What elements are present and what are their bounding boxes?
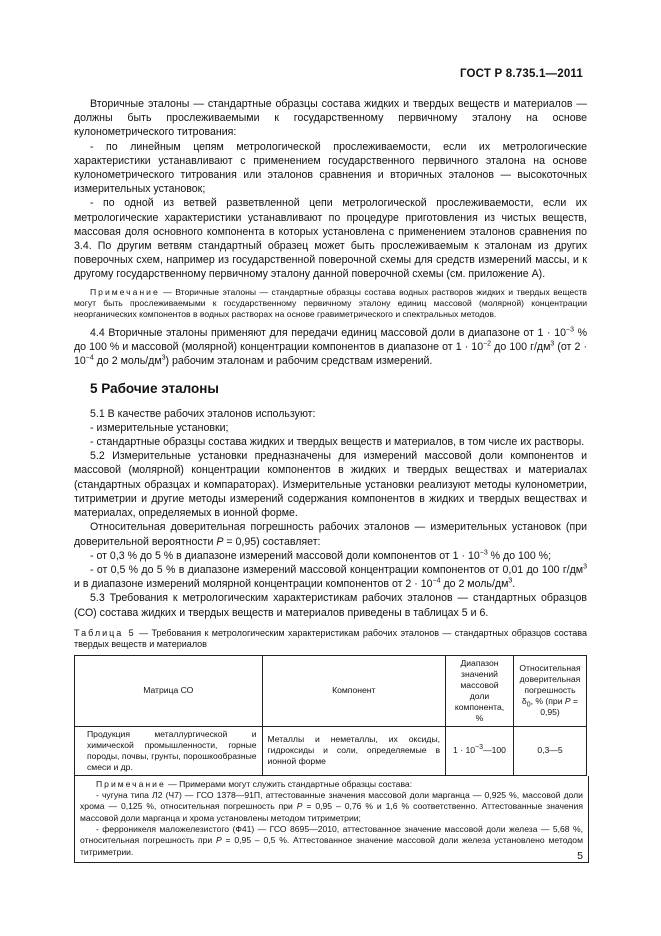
header-component: Компонент — [262, 655, 445, 726]
p44-part: до 100 г/дм — [491, 341, 551, 354]
header-error-part: Относительная доверительная погрешность δ — [519, 663, 581, 707]
table-note-intro — [80, 779, 583, 790]
note-label: Примечание — [90, 286, 160, 297]
paragraph-secondary-standards: Вторичные эталоны — стандартные образцы состава жидких и твердых веществ и материалов — должны быть прослеживаемыми к государственному первичному эталону на основе кулонометрического титрования: — [74, 98, 587, 139]
p44-part: ) рабочим эталонам и рабочим средствам измерений. — [165, 355, 433, 368]
header-error-part: , % (при — [530, 696, 565, 707]
bullet-measuring-installations: - измерительные установки; — [90, 421, 229, 434]
document-id: ГОСТ Р 8.735.1—2011 — [459, 68, 583, 80]
p44-exp: −3 — [565, 326, 574, 334]
note-secondary-standards — [74, 287, 587, 321]
table-caption-label: Таблица 5 — [74, 627, 136, 638]
paragraph-relative-error — [74, 520, 587, 548]
text-part: Относительная доверительная погрешность рабочих эталонов — измерительных установок (при доверительной вероятности — [74, 521, 587, 548]
note-part: = 0,95 – 0,5 %. Аттестованное значение массовой доли железа установлено методом титриметрии. — [80, 835, 583, 857]
bullet-mass-fraction-range — [74, 549, 587, 563]
exp: −4 — [432, 577, 441, 585]
text-part: и в диапазоне измерений молярной концентрации компонентов от 2 · 10 — [74, 578, 433, 591]
table-note — [74, 776, 589, 863]
section-title: 5 Рабочие эталоны — [90, 381, 219, 397]
variable-p: P — [216, 535, 224, 548]
text-part: = 0,95) составляет: — [223, 535, 321, 548]
header-error-var: P — [564, 696, 571, 707]
table-note-label: Примечание — [96, 778, 166, 789]
text-part: % до 100 %; — [487, 549, 552, 562]
bullet-reference-materials: - стандартные образцы состава жидких и твердых веществ и материалов, в том числе их растворы. — [90, 436, 585, 449]
table-5 — [74, 655, 587, 776]
header-error-part: = 0,95) — [540, 696, 579, 718]
paragraph-5-2: 5.2 Измерительные установки предназначены для измерений массовой доли компонентов и массовой (молярной) концентрации компонентов в жидких и твердых веществах и материалах (стандартных образцах и компараторах). Измерительные установки реализуют методы кулонометрии, титриметрии и другие методы измерений содержания компонентов в жидких и твердых веществах и материалах, определяемых в ионной форме. — [74, 450, 587, 520]
header-error — [513, 655, 586, 726]
table-caption — [74, 628, 587, 651]
p44-part: % до 100 % и массовой (молярной) концентрации компонентов в диапазоне от 1 · 10 — [74, 326, 587, 354]
table-note-item-1 — [80, 790, 583, 824]
header-matrix: Матрица СО — [75, 655, 263, 726]
range-part: 1 · 10 — [453, 745, 476, 756]
table-header-row — [75, 655, 587, 726]
table-note-item-2 — [80, 824, 583, 858]
text-part: - от 0,5 % до 5 % в диапазоне измерений массовой концентрации компонентов от 0,01 до 100 г/дм — [90, 563, 584, 576]
exp: −3 — [479, 549, 488, 557]
cell-matrix: Продукция металлургической и химической промышленности, горные породы, почвы, грунты, порошкообразные смеси и др. — [75, 726, 263, 775]
table-note-intro-text: — Примерами могут служить стандартные образцы состава: — [165, 778, 413, 789]
paragraph-5-3: 5.3 Требования к метрологическим характеристикам рабочих эталонов — стандартных образцов (СО) состава жидких и твердых веществ и материалов приведены в таблицах 5 и 6. — [74, 592, 587, 619]
cell-error: 0,3—5 — [513, 726, 586, 775]
range-exp: −3 — [475, 744, 483, 752]
body-text — [74, 97, 587, 863]
range-part: —100 — [483, 745, 506, 756]
page-number: 5 — [577, 850, 583, 862]
text-part: . — [512, 578, 516, 591]
bullet-linear-chains: - по линейным цепям метрологической прослеживаемости, если их метрологические характеристики устанавливают с применением государственного первичного эталона на основе кулонометрического титрования или эталонов сравнения и вторичных эталонов — высокоточных измерительных установок; — [74, 140, 587, 196]
bullet-branched-chain: - по одной из ветвей разветвленной цепи метрологической прослеживаемости, если их метрологические характеристики устанавливают по процедуре приготовления из чистых веществ, массовая доля основного компонента в которых установлена с применением эталонов сравнения по 3.4. По другим ветвям стандартный образец может быть прослеживаемым к эталонам из других поверочных схем, например из государственной поверочной схемы для средств измерений массы, и к другому государственному первичному эталону данной поверочной схемы (см. приложение А). — [74, 197, 587, 281]
bullet-concentration-range — [74, 563, 587, 591]
text-part: до 2 моль/дм — [440, 578, 509, 591]
exp: 3 — [508, 577, 513, 585]
cell-component: Металлы и неметаллы, их оксиды, гидроксиды и соли, определяемые в ионной форме — [262, 726, 445, 775]
note-var: P — [296, 801, 303, 812]
p44-part: 4.4 Вторичные эталоны применяют для передачи единиц массовой доли в диапазоне от 1 · 10 — [90, 326, 566, 339]
paragraph-4-4 — [74, 326, 587, 369]
table-caption-text: — Требования к метрологическим характеристикам рабочих эталонов — стандартных образцов состава твердых веществ и материалов — [74, 627, 587, 650]
note-part: - ферроникеля маложелезистого (Ф41) — ГСО 8695—2010, аттестованное значение массовой доли железа — 5,68 %, относительная погрешность при — [80, 823, 583, 846]
header-range: Диапазон значений массовой доли компонента, % — [446, 655, 514, 726]
p44-exp: −4 — [85, 354, 94, 362]
p44-part: до 2 моль/дм — [93, 355, 162, 368]
p44-part: (от 2 · 10 — [74, 341, 587, 368]
note-var: P — [216, 835, 222, 846]
text-part: - от 0,3 % до 5 % в диапазоне измерений массовой доли компонентов от 1 · 10 — [90, 549, 480, 562]
table-row — [75, 726, 587, 775]
p44-exp: 3 — [161, 354, 166, 362]
header-error-sub: 0 — [526, 701, 531, 709]
note-part: = 0,95 – 0,76 % и 1,6 % соответственно. Аттестованные значения массовой доли марганца и хрома установлены методом титриметрии; — [80, 801, 583, 823]
p44-exp: 3 — [550, 340, 555, 348]
p44-exp: −2 — [483, 340, 492, 348]
note-part: - чугуна типа Л2 (Ч7) — ГСО 1378—91П, аттестованные значения массовой доли марганца — 0,925 %, массовой доли хрома — 0,125 %, относительная погрешность при — [80, 790, 583, 812]
exp: 3 — [583, 563, 587, 571]
cell-range — [446, 726, 514, 775]
note-text: — Вторичные эталоны — стандартные образцы состава водных растворов жидких и твердых веществ могут быть прослеживаемыми к государственному первичному эталону единиц массовой (молярной) концентрации неорганических компонентов в водных растворах на основе гравиметрического и спектральных методов. — [74, 286, 587, 320]
paragraph-5-1: 5.1 В качестве рабочих эталонов используют: — [90, 407, 316, 420]
